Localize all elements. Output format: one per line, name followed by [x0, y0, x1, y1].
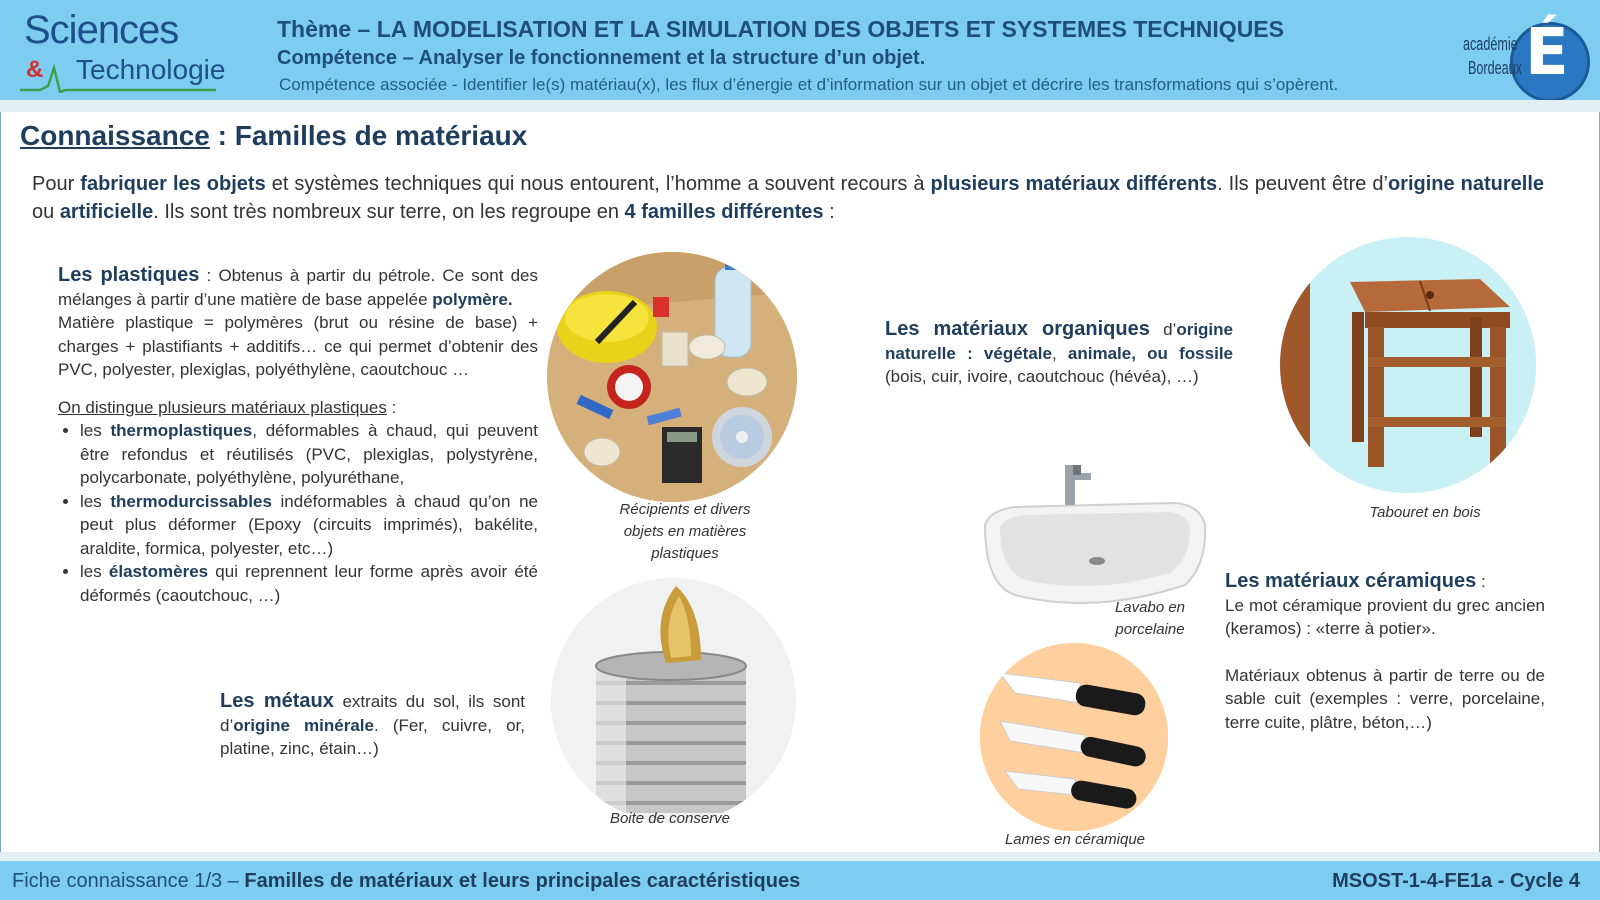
sciences-technologie-logo — [20, 8, 226, 93]
wooden-stool-illustration — [1280, 237, 1536, 493]
tin-can-image — [551, 578, 796, 823]
list-item: • les thermoplastiques, déformables à chaud, qui peuvent être refondus et réutilisés (PVC, plexiglas, polystyrène, polycarbonate, polyéthylène, polyuréthane, — [80, 419, 538, 490]
bordeaux-text: Bordeaux — [1468, 58, 1522, 78]
caption-tabouret: Tabouret en bois — [1369, 504, 1481, 521]
footer-banner — [0, 861, 1600, 900]
wooden-stool-image — [1280, 237, 1536, 493]
plastiques-list — [58, 419, 538, 607]
plastic-objects-image — [547, 252, 797, 502]
ceramiques-examples: Matériaux obtenus à partir de terre ou de sable cuit (exemples : verre, porcelaine, terre cuite, plâtre, béton,…) — [1225, 665, 1545, 732]
competence-associee: Compétence associée - Identifier le(s) matériau(x), les flux d’énergie et d’information sur un objet et décrire les transformations qui s’opèrent. — [279, 75, 1339, 94]
metaux-heading: Les métaux — [220, 690, 334, 712]
ceramiques-heading: Les matériaux céramiques — [1225, 570, 1477, 592]
logo-technologie-text: Technologie — [76, 54, 226, 85]
plastiques-distinguish: On distingue plusieurs matériaux plastiques — [58, 397, 387, 417]
theme-title: Thème – LA MODELISATION ET LA SIMULATION DES OBJETS ET SYSTEMES TECHNIQUES — [277, 16, 1284, 42]
footer-reference: MSOST-1-4-FE1a - Cycle 4 — [1332, 870, 1580, 892]
footer-fiche-title: Fiche connaissance 1/3 – Familles de matériaux et leurs principales caractéristiques — [12, 870, 801, 892]
tin-can-illustration — [551, 578, 796, 823]
ceramic-knives-illustration — [980, 643, 1168, 831]
header-banner — [0, 0, 1600, 100]
plastiques-composition: Matière plastique = polymères (brut ou résine de base) + charges + plastifiants + additifs… ce qui permet d’obtenir des PVC, polyester, plexiglas, polyéthylène, caoutchouc … — [58, 313, 538, 379]
plastiques-heading: Les plastiques — [58, 264, 200, 286]
caption-plastiques: Récipients et divers objets en matières plastiques — [619, 501, 751, 562]
header-divider — [0, 100, 1600, 112]
caption-conserve: Boite de conserve — [609, 810, 731, 827]
intro-paragraph: Pour fabriquer les objets et systèmes techniques qui nous entourent, l’homme a souvent recours à plusieurs matériaux différents. Ils peuvent être d’origine naturelle ou artificielle. Ils sont très nombreux sur terre, on les regroupe en 4 familles différentes : — [32, 173, 1545, 223]
academie-bordeaux-logo — [1455, 2, 1595, 98]
organiques-heading: Les matériaux organiques — [885, 318, 1150, 340]
competence-title: Compétence – Analyser le fonctionnement et la structure d’un objet. — [277, 47, 926, 69]
list-item: • les thermodurcissables indéformables à chaud qu’on ne peut plus déformer (Epoxy (circuits imprimés), bakélite, araldite, formica, polyester, etc…) — [80, 490, 538, 561]
ceramiques-section: Les matériaux céramiques : Le mot céramique provient du grec ancien (keramos) : «terre à potier». Matériaux obtenus à partir de terre ou de sable cuit (exemples : verre, porcelaine, terre cuite, plâtre, béton,…) — [1225, 570, 1545, 734]
ceramic-knives-image — [980, 643, 1168, 831]
logo-sciences-text: Sciences — [24, 8, 179, 52]
sink-image — [975, 465, 1215, 615]
list-item: • les élastomères qui reprennent leur forme après avoir été déformés (caoutchouc, …) — [80, 560, 538, 607]
caption-lames: Lames en céramique — [1004, 831, 1146, 848]
logo-ampersand: & — [26, 56, 44, 83]
metaux-section: Les métaux extraits du sol, ils sont d’origine minérale. (Fer, cuivre, or, platine, zinc, étain…) — [220, 690, 525, 758]
plastiques-section: Les plastiques : Obtenus à partir du pétrole. Ce sont des mélanges à partir d’une matière de base appelée polymère. Matière plastique = polymères (brut ou résine de base) + charges + plastifiants + additifs… ce qui permet d’obtenir des PVC, polyester, plexiglas, polyéthylène, caoutchouc … On distingue plusieurs matériaux plastiques : • les thermoplastiques, déformables à chaud, qui peuvent être refondus et réutilisés (PVC, plexiglas, polystyrène, polycarbonate, polyéthylène, polyuréthane, • les thermodurcissables indéformables à chaud qu’on ne peut plus déformer (Epoxy (circuits imprimés), bakélite, araldite, formica, polyester, etc…) • les élastomères qui reprennent leur forme après avoir été déformés (caoutchouc, …) — [58, 264, 538, 607]
organiques-section: Les matériaux organiques d’origine naturelle : végétale, animale, ou fossile (bois, cuir, ivoire, caoutchouc (hévéa), …) — [885, 318, 1233, 386]
plastic-objects-illustration — [547, 252, 797, 502]
academie-letter: É — [1525, 16, 1569, 90]
sink-illustration — [975, 465, 1215, 615]
ceramiques-definition: Le mot céramique provient du grec ancien (keramos) : «terre à potier». — [1225, 595, 1545, 638]
caption-lavabo: Lavabo en porcelaine — [1114, 599, 1186, 638]
academie-text: académie — [1463, 34, 1518, 54]
page-title: Connaissance : Familles de matériaux — [20, 120, 528, 151]
